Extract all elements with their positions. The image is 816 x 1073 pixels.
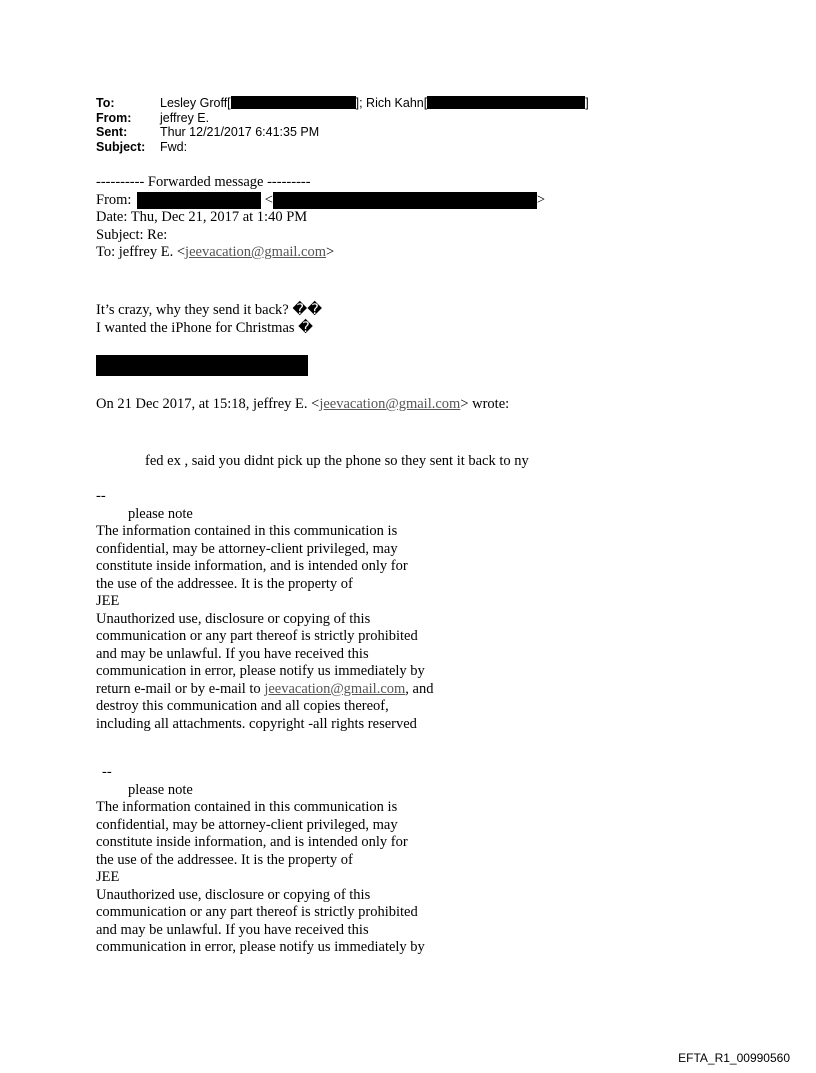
- disclaimer-line: communication or any part thereof is strictly prohibited: [96, 628, 418, 644]
- disclaimer-line: communication in error, please notify us immediately by: [96, 663, 425, 679]
- disclaimer-return-suffix: , and: [405, 680, 434, 697]
- forwarded-from-open: <: [264, 191, 273, 208]
- from-row: [96, 111, 589, 126]
- email-link[interactable]: jeevacation@gmail.com: [264, 680, 406, 697]
- to-recipient-1: Lesley Groff[: [160, 96, 231, 110]
- forwarded-subject: Subject: Re:: [96, 226, 168, 243]
- disclaimer-line: JEE: [96, 869, 120, 885]
- from-label: From:: [96, 110, 132, 125]
- signature-dash: --: [96, 488, 106, 504]
- redaction-box: [137, 192, 261, 209]
- redaction-box: [273, 192, 537, 209]
- forwarded-from-row: [96, 192, 545, 210]
- document-id: EFTA_R1_00990560: [678, 1051, 790, 1065]
- signature-dash: --: [102, 764, 112, 780]
- email-link[interactable]: jeevacation@gmail.com: [185, 244, 327, 260]
- disclaimer-line: Unauthorized use, disclosure or copying of this: [96, 610, 371, 627]
- disclaimer-return-row: [96, 681, 433, 699]
- from-value: jeffrey E.: [160, 110, 210, 125]
- disclaimer-line: communication or any part thereof is strictly prohibited: [96, 904, 418, 920]
- disclaimer-line: constitute inside information, and is intended only for: [96, 558, 408, 574]
- redaction-box: [96, 355, 308, 376]
- sent-row: [96, 125, 589, 140]
- subject-value: Fwd:: [160, 139, 188, 154]
- email-header: [96, 96, 589, 154]
- forwarded-from-close: >: [536, 191, 546, 208]
- disclaimer-line: and may be unlawful. If you have received this: [96, 921, 369, 938]
- disclaimer-return-prefix: return e-mail or by e-mail to: [96, 680, 265, 697]
- disclaimer-line: JEE: [96, 593, 120, 609]
- redaction-box: [231, 96, 356, 109]
- redaction-box: [427, 96, 585, 109]
- forwarded-header: [96, 174, 545, 262]
- sent-label: Sent:: [96, 125, 128, 139]
- forwarded-to-row: [96, 244, 545, 262]
- to-end: ]: [585, 96, 589, 110]
- please-note: please note: [128, 505, 193, 522]
- quote-intro: [96, 396, 509, 414]
- disclaimer-line: constitute inside information, and is intended only for: [96, 834, 408, 850]
- disclaimer-line: the use of the addressee. It is the property of: [96, 575, 353, 592]
- disclaimer-block: [96, 764, 425, 957]
- message-line: I wanted the iPhone for Christmas �: [96, 319, 314, 336]
- disclaimer-line: The information contained in this communication is: [96, 523, 398, 539]
- forwarded-to-suffix: >: [326, 244, 335, 260]
- to-row: [96, 96, 589, 111]
- disclaimer-line: destroy this communication and all copies thereof,: [96, 698, 389, 714]
- disclaimer-line: confidential, may be attorney-client privileged, may: [96, 816, 398, 833]
- forwarded-from-label: From:: [96, 191, 132, 208]
- to-label: To:: [96, 96, 115, 110]
- message-line: It’s crazy, why they send it back? ��: [96, 302, 323, 318]
- quote-intro-suffix: > wrote:: [460, 396, 510, 412]
- disclaimer-line: communication in error, please notify us immediately by: [96, 939, 425, 955]
- please-note: please note: [128, 781, 193, 798]
- disclaimer-line: Unauthorized use, disclosure or copying of this: [96, 886, 371, 903]
- subject-row: [96, 140, 589, 155]
- disclaimer-line: confidential, may be attorney-client privileged, may: [96, 540, 398, 557]
- quote-intro-prefix: On 21 Dec 2017, at 15:18, jeffrey E. <: [96, 396, 320, 412]
- subject-label: Subject:: [96, 139, 146, 154]
- forwarded-banner: ---------- Forwarded message ---------: [96, 174, 311, 190]
- disclaimer-line: including all attachments. copyright -all rights reserved: [96, 715, 417, 732]
- email-link[interactable]: jeevacation@gmail.com: [319, 396, 461, 412]
- message-body: [96, 302, 322, 337]
- to-separator: ]; Rich Kahn[: [355, 96, 428, 110]
- quoted-text: fed ex , said you didnt pick up the phone so they sent it back to ny: [145, 453, 529, 469]
- disclaimer-line: and may be unlawful. If you have received this: [96, 645, 369, 662]
- sent-value: Thur 12/21/2017 6:41:35 PM: [160, 125, 320, 139]
- disclaimer-line: the use of the addressee. It is the property of: [96, 851, 353, 868]
- forwarded-to-prefix: To: jeffrey E. <: [96, 244, 186, 260]
- disclaimer-block: [96, 488, 433, 733]
- disclaimer-line: The information contained in this communication is: [96, 799, 398, 815]
- forwarded-date: Date: Thu, Dec 21, 2017 at 1:40 PM: [96, 209, 308, 225]
